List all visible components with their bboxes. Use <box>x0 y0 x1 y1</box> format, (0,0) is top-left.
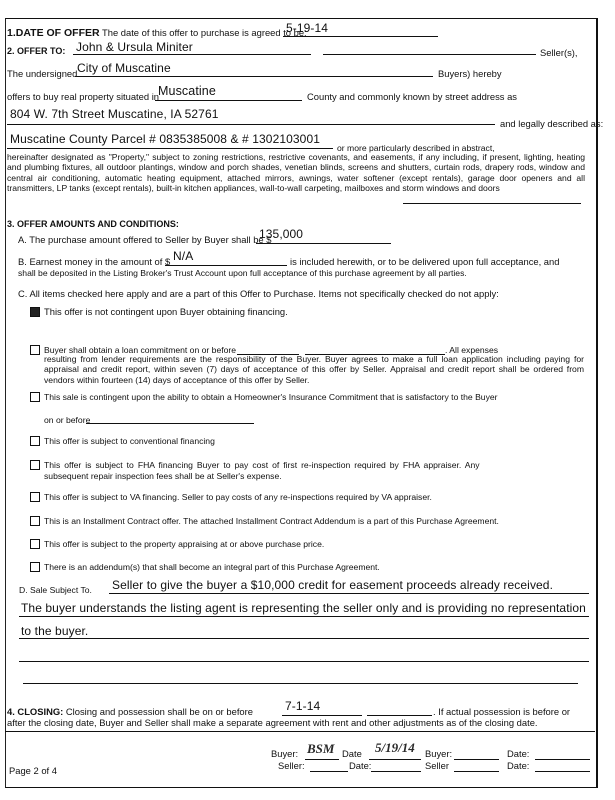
address-line <box>7 124 495 125</box>
section-1-text: The date of this offer to purchase is agreed to be: <box>102 27 307 38</box>
closing-text-1: Closing and possession shall be on or before <box>65 706 253 717</box>
va-financing-checkbox[interactable] <box>30 492 40 502</box>
county-value[interactable]: Muscatine <box>158 84 216 98</box>
sale-subject-underline-1 <box>109 593 589 594</box>
closing-divider <box>5 731 595 732</box>
date-4-line[interactable] <box>535 771 590 772</box>
offer-date-line <box>283 36 438 37</box>
county-label: County and commonly known by street address as <box>307 91 517 102</box>
option-label: Buyer shall obtain a loan commitment on or before <box>44 345 237 355</box>
option-label: This offer is subject to FHA financing Buyer to pay cost of first re-inspection required by FHA appraiser. Any <box>44 460 480 470</box>
buyer-1-initials[interactable]: BSM <box>307 741 335 756</box>
property-paragraph-text: hereinafter designated as "Property," subject to zoning restrictions, restrictive covenants, and easements, if any including, if present, lighting, heating and plumbing fixtures, all outdoor plantings, window and porch shades, venetian blinds, screens and shutters, curtain rods, drapery rods, window and central air conditioning, automatic heating equipment, attached mirrors, awnings, water softener (except rentals), garage door openers and all transmitters, LP tanks (except rentals), built-in kitchen appliances, wall-to-wall carpeting, mailboxes and storm windows and doors <box>7 152 585 194</box>
page-number: Page 2 of 4 <box>9 765 57 776</box>
legal-line <box>7 148 333 149</box>
earnest-money-text-1: is included herewith, or to be delivered upon full acceptance, and <box>290 256 560 267</box>
doors-line <box>403 203 581 204</box>
option-suffix: . All expenses <box>445 345 499 355</box>
closing-text-2: . If actual possession is before or <box>433 706 571 717</box>
address-value[interactable]: 804 W. 7th Street Muscatine, IA 52761 <box>10 107 219 121</box>
purchase-amount-label: A. The purchase amount offered to Seller by Buyer shall be $ <box>18 234 272 245</box>
county-line <box>155 100 302 101</box>
conventional-financing-checkbox[interactable] <box>30 436 40 446</box>
sale-subject-line-3[interactable]: to the buyer. <box>21 624 89 638</box>
date-1-label: Date <box>342 748 362 759</box>
offer-date-value[interactable]: 5-19-14 <box>286 21 329 35</box>
seller-line-2 <box>323 54 536 55</box>
sale-subject-line-2[interactable]: The buyer understands the listing agent is representing the seller only and is providing no representation <box>21 601 586 615</box>
seller-label: Seller(s), <box>540 47 578 58</box>
closing-date-line-1 <box>282 715 362 716</box>
closing-date-line-2 <box>367 715 432 716</box>
earnest-money-line <box>165 265 287 266</box>
closing-heading: 4. CLOSING: <box>7 706 64 717</box>
seller-2-line[interactable] <box>454 771 499 772</box>
sale-subject-underline-3 <box>19 638 589 639</box>
buyer-2-line[interactable] <box>454 759 499 760</box>
sale-subject-to-label: D. Sale Subject To. <box>19 585 92 595</box>
addendum-checkbox[interactable] <box>30 562 40 572</box>
buyers-label: Buyers) hereby <box>438 68 502 79</box>
option-label: This offer is subject to conventional financing <box>44 436 215 446</box>
sale-subject-underline-4 <box>19 661 589 662</box>
buyer-name-value[interactable]: City of Muscatine <box>77 61 171 75</box>
buyer-2-label: Buyer: <box>425 748 453 759</box>
offer-to-heading: 2. OFFER TO: <box>7 46 66 56</box>
offer-amounts-heading: 3. OFFER AMOUNTS AND CONDITIONS: <box>7 219 179 229</box>
legal-label: and legally described as: <box>500 118 604 129</box>
date-4-label: Date: <box>507 760 530 771</box>
buyer-1-label: Buyer: <box>271 748 299 759</box>
sale-subject-line-1[interactable]: Seller to give the buyer a $10,000 credit for easement proceeds already received. <box>112 578 554 592</box>
earnest-money-label: B. Earnest money in the amount of $ <box>18 256 171 267</box>
seller-1-label: Seller: <box>278 760 305 771</box>
closing-date-value[interactable]: 7-1-14 <box>285 699 321 713</box>
option-label: This offer is subject to VA financing. Seller to pay costs of any re-inspections required by VA appraiser. <box>44 492 432 502</box>
no-financing-contingency-checkbox[interactable] <box>30 307 40 317</box>
seller-1-line[interactable] <box>310 771 348 772</box>
option-detail: subsequent repair inspection fees shall be at Seller's expense. <box>44 471 282 481</box>
insurance-contingency-checkbox[interactable] <box>30 392 40 402</box>
fha-financing-checkbox[interactable] <box>30 460 40 470</box>
buyer-line <box>75 76 433 77</box>
purchase-agreement-page <box>5 18 604 790</box>
date-1-value[interactable]: 5/19/14 <box>375 740 415 755</box>
installment-contract-checkbox[interactable] <box>30 516 40 526</box>
checked-items-label: C. All items checked here apply and are a part of this Offer to Purchase. Items not specifically checked do not apply: <box>18 288 499 299</box>
option-label: This offer is not contingent upon Buyer obtaining financing. <box>44 306 288 317</box>
date-1-line <box>369 759 421 760</box>
option-detail: on or before <box>44 415 91 425</box>
abstract-label: or more particularly described in abstract, <box>337 143 495 153</box>
option-label: There is an addendum(s) that shall become an integral part of this Purchase Agreement. <box>44 562 380 572</box>
buyer-1-line <box>305 759 339 760</box>
loan-commitment-detail <box>44 354 584 385</box>
seller-names-value[interactable]: John & Ursula Miniter <box>76 40 193 54</box>
undersigned-label: The undersigned <box>7 68 78 79</box>
option-label: This offer is subject to the property appraising at or above purchase price. <box>44 539 325 549</box>
sale-subject-underline-2 <box>19 616 589 617</box>
insurance-date-line <box>86 423 254 424</box>
closing-text-3: after the closing date, Buyer and Seller shall make a separate agreement with rent and other adjustments as of the closing date. <box>7 717 538 728</box>
date-3-label: Date: <box>349 760 372 771</box>
property-paragraph <box>7 152 585 194</box>
earnest-money-text-2: shall be deposited in the Listing Broker's Trust Account upon full acceptance of this purchase agreement by all parties. <box>18 268 467 278</box>
option-detail-text: resulting from lender requirements are the responsibility of the Buyer. Buyer agrees to make a full loan application including paying for appraisal and credit report, within seven (7) days of acceptance of this offer by Seller. Appraisal and credit report shall be ordered from vendors within fourteen (14) days of acceptance of this offer by Seller. <box>44 354 584 385</box>
option-label: This sale is contingent upon the ability to obtain a Homeowner's Insurance Commitment that is satisfactory to the Buyer <box>44 392 498 402</box>
earnest-money-value[interactable]: N/A <box>173 249 194 263</box>
section-1-date-of-offer <box>7 27 307 39</box>
seller-2-label: Seller <box>425 760 449 771</box>
legal-description-value[interactable]: Muscatine County Parcel # 0835385008 & # 1302103001 <box>10 132 320 146</box>
section-1-number: 1. <box>7 27 16 39</box>
seller-line-1 <box>73 54 311 55</box>
loan-commitment-checkbox[interactable] <box>30 345 40 355</box>
date-3-line[interactable] <box>371 771 421 772</box>
date-2-label: Date: <box>507 748 530 759</box>
offers-label: offers to buy real property situated in <box>7 91 159 102</box>
section-1-heading: DATE OF OFFER <box>15 27 100 39</box>
option-label: This is an Installment Contract offer. The attached Installment Contract Addendum is a part of this Purchase Agreement. <box>44 516 499 526</box>
purchase-amount-line <box>256 243 391 244</box>
purchase-amount-value[interactable]: 135,000 <box>259 227 304 241</box>
date-2-line[interactable] <box>535 759 590 760</box>
appraisal-contingency-checkbox[interactable] <box>30 539 40 549</box>
sale-subject-underline-5 <box>23 683 578 684</box>
